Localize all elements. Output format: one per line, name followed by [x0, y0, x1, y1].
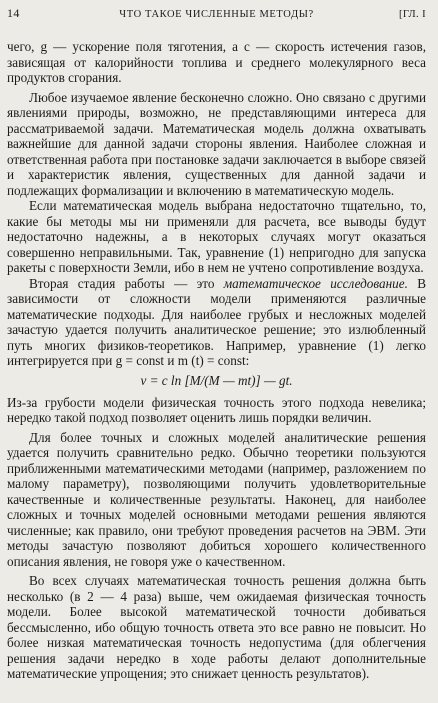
paragraph-second-stage	[7, 276, 426, 369]
paragraph-phenomenon-complexity: Любое изучаемое явление бесконечно сложно. Оно связано с другими явлениями природы, возможно, не представляющими интереса для рассматриваемой задачи. Математическая модель должна охватывать важнейшие для данной задачи стороны явления. Наиболее сложная и ответственная работа при постановке задачи заключается в выборе связей и характеристик явления, существенных для данной задачи и подлежащих формализации и включению в математическую модель.	[7, 89, 426, 198]
body-text	[7, 39, 426, 682]
paragraph-continuation: чего, g — ускорение поля тяготения, а c — скорость истечения газов, зависящая от калорийности топлива и среднего молекулярного веса продуктов сгорания.	[7, 39, 426, 85]
running-head	[7, 6, 426, 23]
chapter-label: [ГЛ. I	[398, 9, 426, 20]
running-title: ЧТО ТАКОЕ ЧИСЛЕННЫЕ МЕТОДЫ?	[119, 9, 314, 20]
paragraph-model-choice: Если математическая модель выбрана недостаточно тщательно, то, какие бы методы мы ни применяли для расчета, все выводы будут недостаточно надежны, а в некоторых случаях могут оказаться совершенно неправильными. Так, уравнение (1) непригодно для запуска ракеты с поверхности Земли, ибо в нем не учтено сопротивление воздуха.	[7, 198, 426, 275]
page-number: 14	[7, 6, 20, 20]
paragraph-second-stage-end: В зависимости от сложности модели применяются различные математические подходы. Для наиболее грубых и несложных моделей зачастую удается получить аналитическое решение; это излюбленный путь многих физиков-теоретиков. Например, уравнение (1) легко интегрируется при g = const и m (t) = const:	[7, 275, 427, 368]
paragraph-approximate-methods: Для более точных и сложных моделей аналитические решения удается получить сравнительно редко. Обычно теоретики пользуются приближенными математическими методами (например, разложением по малому параметру), позволяющими получить удовлетворительные качественные и количественные результаты. Наконец, для наиболее сложных и точных моделей основными методами решения являются численные; как правило, они требуют проведения расчетов на ЭВМ. Эти методы зачастую позволяют добиться хорошего количественного описания явления, не говоря уже о качественном.	[7, 429, 426, 569]
emphasis-math-research: математическое исследование.	[223, 275, 408, 291]
paragraph-coarseness: Из-за грубости модели физическая точность этого подхода невелика; нередко такой подход позволяет оценить лишь порядки величин.	[7, 394, 426, 425]
paragraph-second-stage-start: Вторая стадия работы — это	[29, 275, 224, 291]
formula-velocity: v = c ln [M/(M — mt)] — gt.	[140, 372, 293, 388]
paragraph-accuracy: Во всех случаях математическая точность решения должна быть несколько (в 2 — 4 раза) выше, чем ожидаемая физическая точность модели. Более высокой математической точности добиваться бессмысленно, ибо общую точность ответа это все равно не повысит. Но более низкая математическая точность недопустима (для облегчения решения задачи нередко в ходе работы делают дополнительные математические упрощения; это снижает ценность результатов).	[7, 573, 426, 681]
